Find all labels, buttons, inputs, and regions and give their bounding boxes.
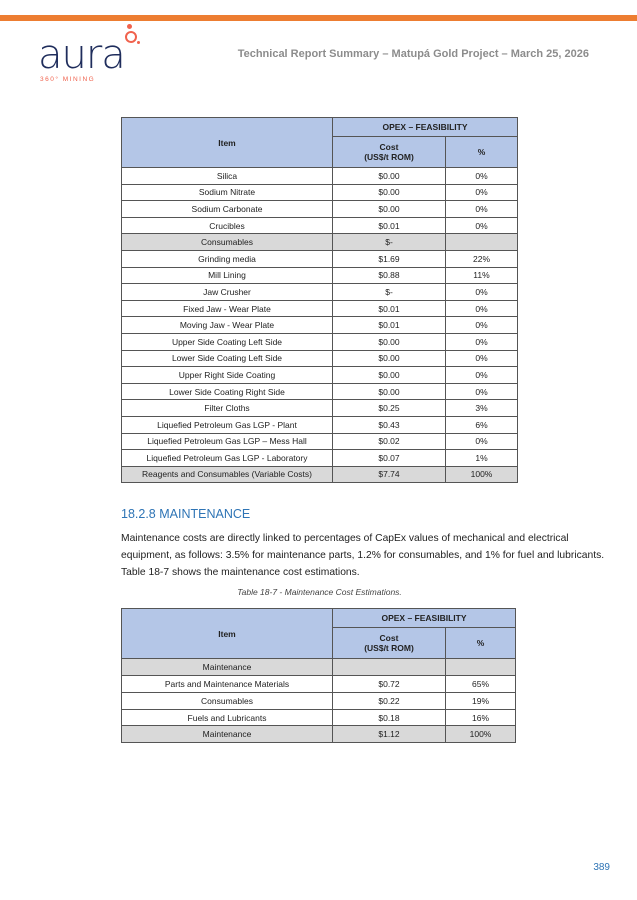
table-row: [122, 709, 516, 726]
table-row: [122, 383, 518, 400]
item-cell: Jaw Crusher: [122, 284, 333, 301]
cost-cell: $0.00: [333, 350, 446, 367]
item-cell: Sodium Carbonate: [122, 201, 333, 218]
table-row: [122, 217, 518, 234]
item-cell: Filter Cloths: [122, 400, 333, 417]
cost-cell: $0.00: [333, 184, 446, 201]
item-cell: Upper Side Coating Left Side: [122, 333, 333, 350]
percent-cell: 0%: [446, 184, 518, 201]
item-cell: Liquefied Petroleum Gas LGP – Mess Hall: [122, 433, 333, 450]
col-cost-header: Cost (US$/t ROM): [333, 628, 446, 659]
table-row: [122, 168, 518, 185]
table-row: [122, 416, 518, 433]
percent-cell: 100%: [446, 726, 516, 743]
table-row: [122, 267, 518, 284]
percent-cell: 0%: [446, 383, 518, 400]
table-row: [122, 284, 518, 301]
table-row: [122, 201, 518, 218]
cost-cell: $0.72: [333, 676, 446, 693]
table-row: [122, 726, 516, 743]
item-cell: Lower Side Coating Right Side: [122, 383, 333, 400]
page-number: 389: [593, 862, 610, 873]
table-row: [122, 659, 516, 676]
percent-cell: 0%: [446, 433, 518, 450]
cost-cell: $0.18: [333, 709, 446, 726]
section-paragraph: Maintenance costs are directly linked to percentages of CapEx values of mechanical and electrical equipment, as follows: 3.5% for maintenance parts, 1.2% for consumables, and 1% for fuel and lubricants. Table 18-7 shows the maintenance cost estimations.: [121, 533, 605, 579]
percent-cell: 6%: [446, 416, 518, 433]
cost-cell: $-: [333, 234, 446, 251]
item-cell: Upper Right Side Coating: [122, 367, 333, 384]
group-header: OPEX – FEASIBILITY: [333, 609, 516, 628]
table-row: [122, 234, 518, 251]
item-cell: Mill Lining: [122, 267, 333, 284]
main-content: [121, 117, 605, 743]
table-row: [122, 450, 518, 467]
cost-cell: $0.25: [333, 400, 446, 417]
percent-cell: 3%: [446, 400, 518, 417]
percent-cell: 65%: [446, 676, 516, 693]
percent-cell: 0%: [446, 168, 518, 185]
table-row: [122, 250, 518, 267]
percent-cell: 0%: [446, 300, 518, 317]
cost-cell: $0.00: [333, 383, 446, 400]
percent-cell: 0%: [446, 350, 518, 367]
table-row: [122, 367, 518, 384]
section-heading: 18.2.8 MAINTENANCE: [121, 507, 251, 522]
item-cell: Liquefied Petroleum Gas LGP - Laboratory: [122, 450, 333, 467]
percent-cell: 0%: [446, 201, 518, 218]
item-cell: Moving Jaw - Wear Plate: [122, 317, 333, 334]
cost-cell: $0.00: [333, 201, 446, 218]
cost-cell: $1.69: [333, 250, 446, 267]
table-row: [122, 400, 518, 417]
cost-cell: [333, 659, 446, 676]
item-cell: Grinding media: [122, 250, 333, 267]
col-item-header: Item: [122, 609, 333, 659]
percent-cell: 0%: [446, 317, 518, 334]
aura-logo: [38, 22, 148, 87]
percent-cell: 1%: [446, 450, 518, 467]
table-row: [122, 184, 518, 201]
cost-cell: $0.02: [333, 433, 446, 450]
cost-cell: $7.74: [333, 466, 446, 483]
item-cell: Lower Side Coating Left Side: [122, 350, 333, 367]
item-cell: Fuels and Lubricants: [122, 709, 333, 726]
item-cell: Parts and Maintenance Materials: [122, 676, 333, 693]
cost-cell: $-: [333, 284, 446, 301]
item-cell: Silica: [122, 168, 333, 185]
cost-cell: $0.01: [333, 300, 446, 317]
col-item-header: Item: [122, 118, 333, 168]
item-cell: Reagents and Consumables (Variable Costs): [122, 466, 333, 483]
cost-cell: $0.00: [333, 168, 446, 185]
cost-cell: $0.00: [333, 367, 446, 384]
col-pct-header: %: [446, 628, 516, 659]
percent-cell: 100%: [446, 466, 518, 483]
percent-cell: 0%: [446, 333, 518, 350]
percent-cell: 0%: [446, 284, 518, 301]
cost-cell: $0.07: [333, 450, 446, 467]
item-cell: Liquefied Petroleum Gas LGP - Plant: [122, 416, 333, 433]
percent-cell: 19%: [446, 692, 516, 709]
table-row: [122, 692, 516, 709]
cost-cell: $0.00: [333, 333, 446, 350]
col-pct-header: %: [446, 137, 518, 168]
item-cell: Sodium Nitrate: [122, 184, 333, 201]
item-cell: Fixed Jaw - Wear Plate: [122, 300, 333, 317]
cost-cell: $0.88: [333, 267, 446, 284]
cost-cell: $0.01: [333, 317, 446, 334]
item-cell: Maintenance: [122, 726, 333, 743]
report-title: Technical Report Summary – Matupá Gold Project – March 25, 2026: [237, 48, 589, 60]
table-row: [122, 333, 518, 350]
table-row: [122, 317, 518, 334]
col-cost-header: Cost (US$/t ROM): [333, 137, 446, 168]
item-cell: Consumables: [122, 692, 333, 709]
maintenance-cost-table: [121, 608, 516, 743]
cost-cell: $1.12: [333, 726, 446, 743]
logo-text: aura: [38, 32, 125, 78]
table-row: [122, 466, 518, 483]
percent-cell: 0%: [446, 217, 518, 234]
percent-cell: 16%: [446, 709, 516, 726]
table-row: [122, 433, 518, 450]
group-header: OPEX – FEASIBILITY: [333, 118, 518, 137]
item-cell: Consumables: [122, 234, 333, 251]
item-cell: Maintenance: [122, 659, 333, 676]
logo-tagline: 360° MINING: [40, 76, 96, 83]
cost-cell: $0.43: [333, 416, 446, 433]
consumables-cost-table: [121, 117, 518, 483]
table-row: [122, 676, 516, 693]
percent-cell: 11%: [446, 267, 518, 284]
table-row: [122, 300, 518, 317]
cost-cell: $0.22: [333, 692, 446, 709]
item-cell: Crucibles: [122, 217, 333, 234]
header-accent-bar: [0, 15, 637, 21]
table-row: [122, 350, 518, 367]
percent-cell: [446, 234, 518, 251]
percent-cell: 22%: [446, 250, 518, 267]
cost-cell: $0.01: [333, 217, 446, 234]
percent-cell: 0%: [446, 367, 518, 384]
table-caption: Table 18-7 - Maintenance Cost Estimations.: [237, 587, 402, 598]
percent-cell: [446, 659, 516, 676]
